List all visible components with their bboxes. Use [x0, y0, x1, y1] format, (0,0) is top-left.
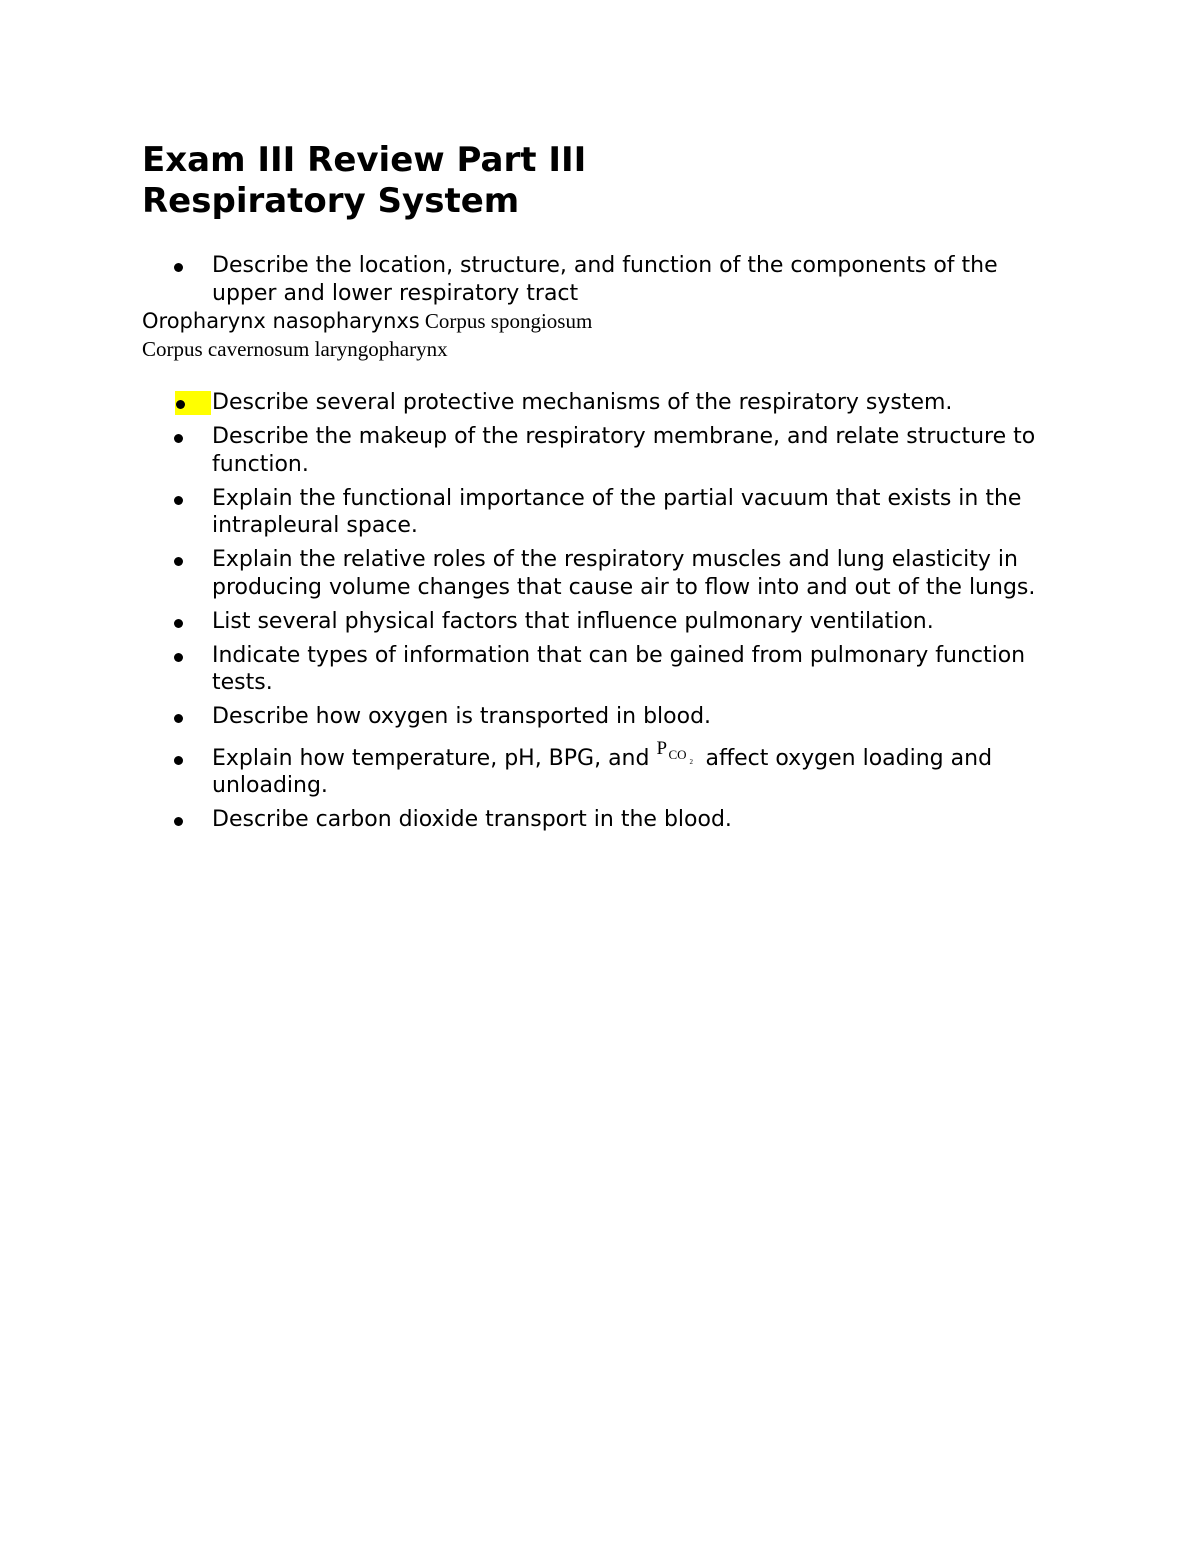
- page-subtitle: Respiratory System: [142, 181, 520, 221]
- list-item: [142, 608, 1062, 636]
- title-block: [142, 140, 1062, 222]
- bullet-icon: [174, 485, 212, 513]
- list-item: [142, 806, 1062, 834]
- list-item: [142, 703, 1062, 731]
- list-item-text: Describe how oxygen is transported in blood.: [212, 704, 712, 729]
- bullet-icon: [174, 745, 212, 773]
- highlighted-bullet-icon: [175, 389, 213, 417]
- objectives-list-one: [142, 252, 1062, 307]
- list-item: [142, 252, 1062, 307]
- list-item: [142, 389, 1062, 417]
- bullet-icon: [174, 423, 212, 451]
- list-item: [142, 642, 1062, 697]
- bullet-icon: [174, 608, 212, 636]
- objectives-list-two: [142, 389, 1062, 840]
- student-notes: [142, 308, 1062, 364]
- bullet-icon: [174, 703, 212, 731]
- list-item: [142, 485, 1062, 540]
- notes-serif-text: Corpus spongiosum: [424, 309, 593, 333]
- pco2-co: CO: [668, 746, 687, 762]
- list-item-text: Indicate types of information that can be gained from pulmonary function tests.: [212, 642, 1026, 695]
- bullet-icon: [174, 252, 212, 280]
- pco2-p: P: [656, 737, 668, 759]
- bullet-icon: [174, 642, 212, 670]
- notes-line-2: [142, 336, 1062, 364]
- list-item-text: Explain the functional importance of the partial vacuum that exists in the intrapleural space.: [212, 485, 1022, 538]
- list-item: [142, 546, 1062, 601]
- bullet-icon: [174, 806, 212, 834]
- page-title: Exam III Review Part III: [142, 140, 587, 180]
- notes-serif-text-2: Corpus cavernosum laryngopharynx: [142, 337, 448, 361]
- bullet-icon: [174, 546, 212, 574]
- list-item-text: Describe the location, structure, and function of the components of the upper and lower respiratory tract: [212, 253, 998, 306]
- list-item-pco2: [142, 737, 1062, 800]
- list-item: [142, 423, 1062, 478]
- list-item-text-before: Explain how temperature, pH, BPG, and: [212, 745, 657, 771]
- list-item-text: Describe several protective mechanisms of the respiratory system.: [212, 390, 953, 415]
- list-item-text: Explain the relative roles of the respiratory muscles and lung elasticity in producing volume changes that cause air to flow into and out of the lungs.: [212, 547, 1036, 600]
- notes-line-1: [142, 308, 1062, 336]
- list-item-text: Describe the makeup of the respiratory membrane, and relate structure to function.: [212, 424, 1036, 477]
- pco2-symbol: [656, 737, 698, 772]
- list-item-text: Describe carbon dioxide transport in the blood.: [212, 807, 732, 832]
- list-item-text: List several physical factors that influence pulmonary ventilation.: [212, 608, 934, 634]
- pco2-subscript: 2: [689, 757, 693, 766]
- list-item-text-after: affect oxygen loading and unloading.: [212, 745, 993, 798]
- notes-sans-text: Oropharynx nasopharynxs: [142, 309, 420, 333]
